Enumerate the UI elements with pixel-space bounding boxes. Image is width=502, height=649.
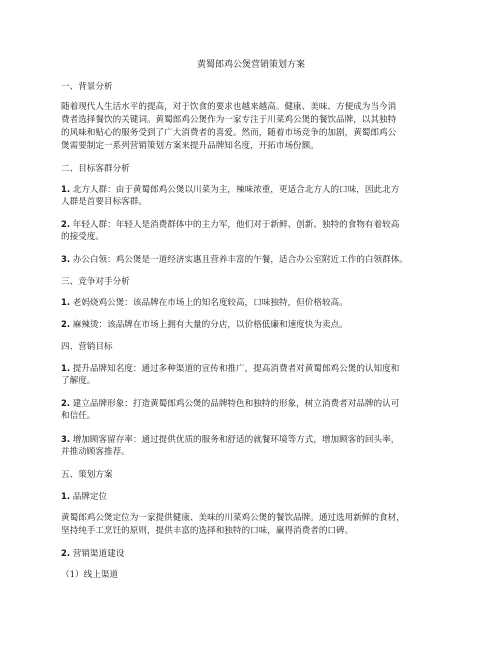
paragraph-line: 了解度。	[61, 376, 96, 386]
list-number: 2.	[61, 398, 71, 408]
paragraph-line: 的风味和贴心的服务受到了广大消费者的喜爱。然而，随着市场竞争的加剧，黄蜀郎鸡公	[61, 128, 397, 138]
list-item	[61, 362, 399, 375]
list-text: 建立品牌形象：打造黄蜀郎鸡公煲的品牌特色和独特的形象，树立消费者对品牌的认可	[70, 399, 400, 409]
list-text: 增加顾客留存率：通过提供优质的服务和舒适的就餐环境等方式，增加顾客的回头率，	[70, 435, 400, 445]
list-text: 提升品牌知名度：通过多种渠道的宣传和推广，提高消费者对黄蜀郎鸡公煲的认知度和	[70, 364, 400, 374]
list-item	[61, 296, 348, 309]
list-text: 北方人群：由于黄蜀郎鸡公煲以川菜为主，辣味浓重，更适合北方人的口味，因此北方	[70, 185, 400, 195]
paragraph-line: 黄蜀郎鸡公煲定位为一家提供健康、美味的川菜鸡公煲的餐饮品牌。通过选用新鲜的食材，	[61, 513, 405, 523]
section-heading-background: 一、背景分析	[61, 82, 113, 92]
list-item	[61, 253, 408, 266]
list-number: 2.	[61, 219, 71, 229]
section-heading-goals: 四、营销目标	[61, 342, 113, 352]
list-text: 年轻人群：年轻人是消费群体中的主力军，他们对于新鲜、创新、独特的食物有着较高	[70, 220, 400, 230]
list-number: 3.	[61, 254, 71, 264]
section-heading-competitors: 三、竞争对手分析	[61, 277, 130, 287]
paragraph-line: 和信任。	[61, 411, 96, 421]
list-item	[61, 397, 399, 410]
paragraph-line: （1）线上渠道	[61, 570, 119, 580]
paragraph-line: 坚持纯手工烹饪的原则，提供丰富的选择和独特的口味，赢得消费者的口碑。	[61, 526, 354, 536]
paragraph-line: 人群是首要目标客群。	[61, 197, 147, 207]
list-item	[61, 547, 124, 560]
paragraph-line: 的接受度。	[61, 232, 104, 242]
list-item	[61, 490, 107, 503]
paragraph-line: 并推动顾客推荐。	[61, 447, 130, 457]
list-text: 品牌定位	[70, 492, 108, 502]
list-text: 麻辣烫：该品牌在市场上拥有大量的分店，以价格低廉和速度快为卖点。	[70, 320, 348, 330]
list-item	[61, 218, 399, 231]
list-number: 2.	[61, 548, 71, 558]
list-number: 2.	[61, 319, 71, 329]
list-text: 办公白领：鸡公煲是一道经济实惠且营养丰富的午餐，适合办公室附近工作的白领群体。	[70, 255, 408, 265]
section-heading-target: 二、目标客群分析	[61, 164, 130, 174]
list-text: 老妈烧鸡公煲：该品牌在市场上的知名度较高，口味独特，但价格较高。	[70, 298, 348, 308]
list-number: 1.	[61, 363, 71, 373]
list-number: 1.	[61, 491, 71, 501]
paragraph-line: 费者选择餐饮的关键词。黄蜀郎鸡公煲作为一家专注于川菜鸡公煲的餐饮品牌，以其独特	[61, 115, 397, 125]
list-item	[61, 183, 399, 196]
list-number: 3.	[61, 434, 71, 444]
document-title: 黄蜀郎鸡公煲营销策划方案	[196, 60, 305, 70]
list-text: 营销渠道建设	[70, 549, 125, 559]
paragraph-line: 煲需要制定一系列营销策划方案来提升品牌知名度，开拓市场份额。	[61, 141, 319, 151]
list-item	[61, 318, 348, 331]
list-item	[61, 433, 399, 446]
list-number: 1.	[61, 184, 71, 194]
section-heading-plan: 五、策划方案	[61, 470, 113, 480]
list-number: 1.	[61, 297, 71, 307]
paragraph-line: 随着现代人生活水平的提高，对于饮食的要求也越来越高。健康、美味、方便成为当今消	[61, 102, 397, 112]
